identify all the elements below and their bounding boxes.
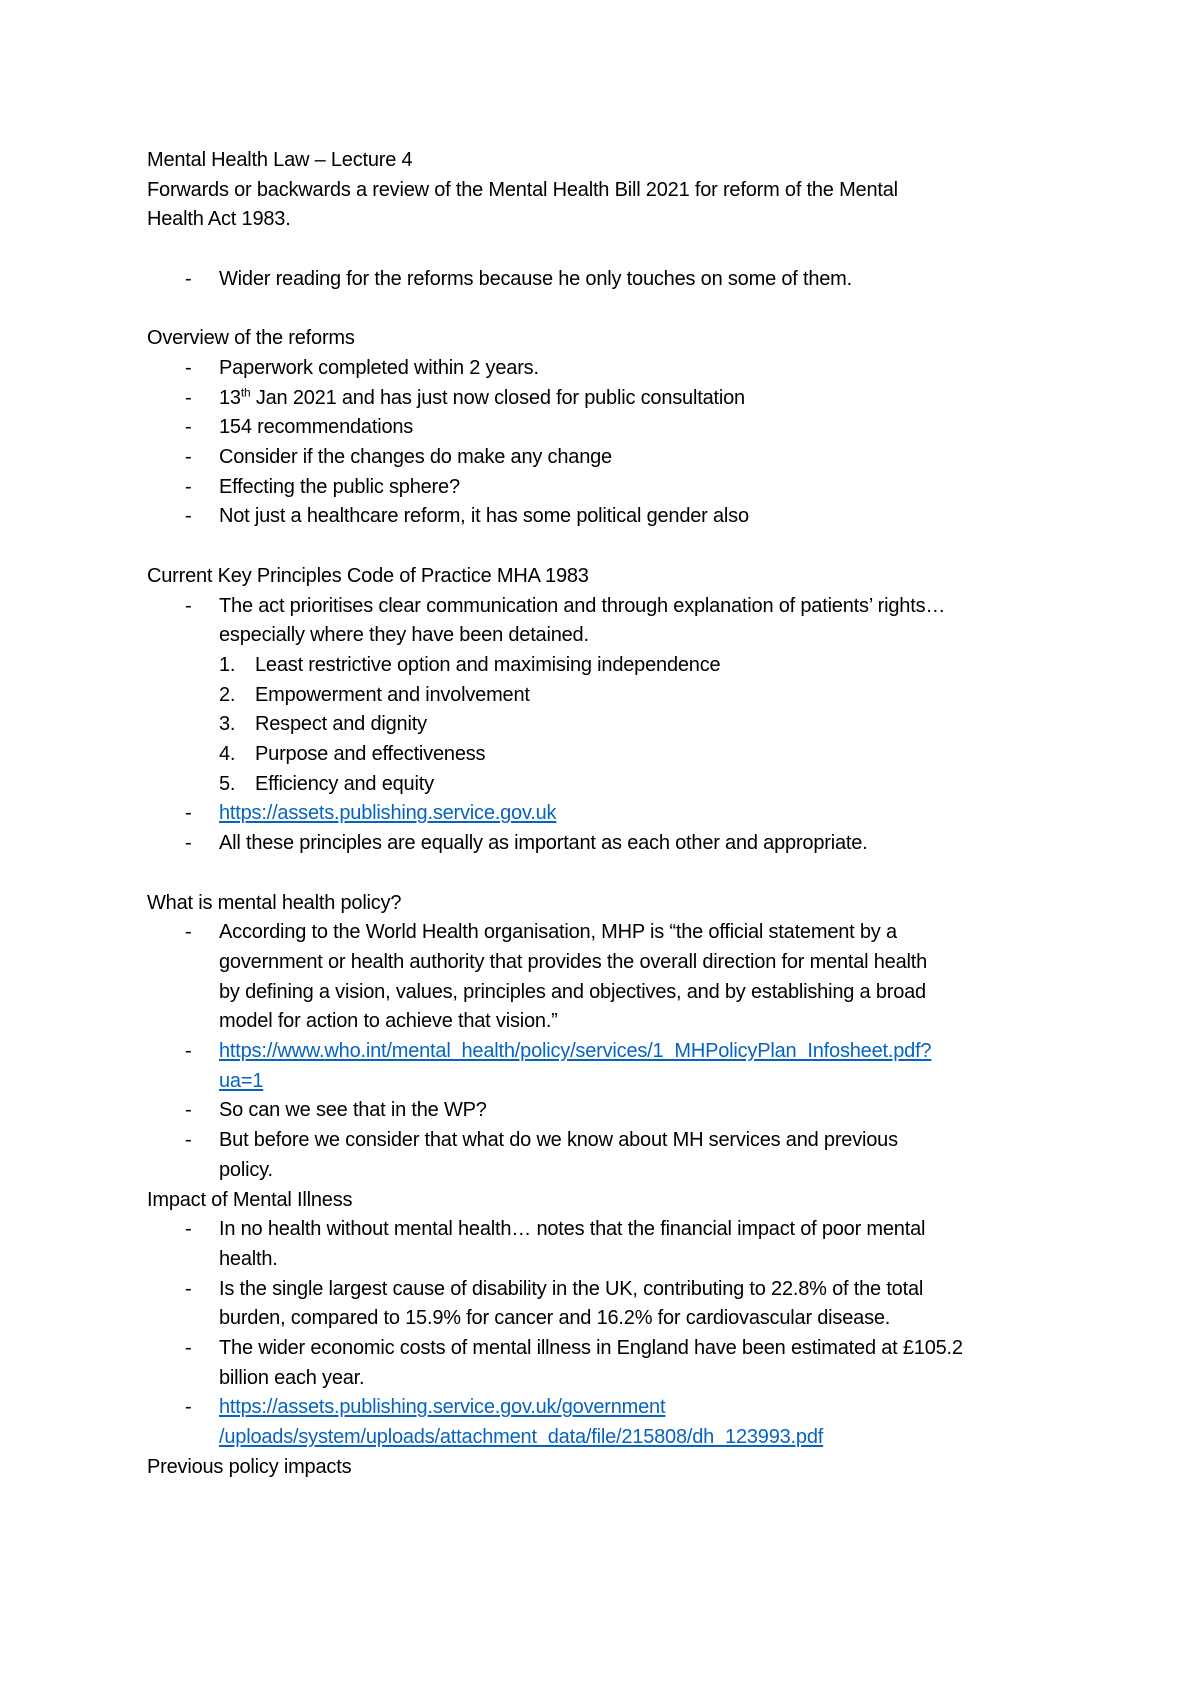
dash-marker: -	[185, 356, 192, 379]
principles-bullet-2-text: All these principles are equally as important as each other and appropriate.	[219, 832, 868, 855]
who-infosheet-link-line-2[interactable]: ua=1	[219, 1069, 264, 1092]
principle-item-text: Purpose and effectiveness	[255, 743, 486, 766]
principle-item-number: 1.	[219, 653, 236, 676]
principle-item-number: 5.	[219, 772, 236, 795]
overview-bullet-5-text: Effecting the public sphere?	[219, 475, 460, 498]
spacer	[147, 532, 1067, 562]
principle-item-text: Least restrictive option and maximising independence	[255, 653, 721, 676]
dash-marker: -	[185, 446, 192, 468]
principles-bullet-1	[147, 592, 1067, 651]
principles-link-bullet	[147, 799, 1067, 829]
spacer	[147, 295, 1067, 325]
impact-link-bullet	[147, 1393, 1067, 1452]
policy-bullet-1	[147, 918, 1067, 1037]
principle-item-number: 4.	[219, 743, 236, 766]
overview-bullet-1-text: Paperwork completed within 2 years.	[219, 356, 539, 379]
principle-item-text: Empowerment and involvement	[255, 683, 530, 706]
principle-item-2	[147, 681, 1067, 711]
overview-bullet-2-day: 13	[219, 386, 241, 409]
gov-uk-attachment-link-line-2[interactable]: /uploads/system/uploads/attachment_data/file/215808/dh_123993.pdf	[219, 1426, 824, 1449]
previous-heading: Previous policy impacts	[147, 1455, 352, 1478]
policy-bullet-2	[147, 1096, 1067, 1126]
impact-bullet-3	[147, 1334, 1067, 1393]
dash-marker: -	[185, 1337, 192, 1360]
policy-bullet-1-line-3: by defining a vision, values, principles and objectives, and by establishing a broad	[219, 980, 926, 1003]
policy-bullet-2-text: So can we see that in the WP?	[219, 1099, 487, 1122]
gov-uk-attachment-link-line-1[interactable]: https://assets.publishing.service.gov.uk/government	[219, 1396, 666, 1419]
gov-uk-assets-link[interactable]: https://assets.publishing.service.gov.uk	[219, 802, 557, 825]
dash-marker: -	[185, 505, 192, 528]
overview-heading: Overview of the reforms	[147, 327, 355, 350]
overview-bullet-1	[147, 354, 1067, 384]
spacer	[147, 235, 1067, 265]
who-infosheet-link-line-1[interactable]: https://www.who.int/mental_health/policy/services/1_MHPolicyPlan_Infosheet.pdf?	[219, 1040, 932, 1063]
impact-bullet-2-line-1: Is the single largest cause of disability in the UK, contributing to 22.8% of the total	[219, 1277, 924, 1300]
overview-bullet-2-ordinal: th	[240, 384, 251, 399]
impact-bullet-1-line-1: In no health without mental health… notes that the financial impact of poor mental	[219, 1218, 926, 1241]
principles-bullet-2	[147, 829, 1067, 859]
dash-marker: -	[185, 1129, 192, 1152]
policy-bullet-3-line-2: policy.	[219, 1158, 273, 1181]
overview-bullet-3-text: 154 recommendations	[219, 416, 414, 439]
policy-bullet-1-line-1: According to the World Health organisation, MHP is “the official statement by a	[219, 921, 897, 944]
principle-item-3	[147, 710, 1067, 740]
overview-bullet-5	[147, 473, 1067, 503]
policy-bullet-1-line-4: model for action to achieve that vision.”	[219, 1010, 558, 1033]
overview-bullet-4	[147, 443, 1067, 473]
policy-link-bullet	[147, 1037, 1067, 1096]
intro-bullet	[147, 265, 1067, 295]
dash-marker: -	[185, 386, 192, 409]
principles-bullet-1-line-1: The act prioritises clear communication and through explanation of patients’ rights…	[219, 594, 946, 617]
policy-bullet-3-line-1: But before we consider that what do we know about MH services and previous	[219, 1129, 898, 1152]
dash-marker: -	[185, 802, 192, 825]
principles-heading: Current Key Principles Code of Practice MHA 1983	[147, 564, 589, 587]
overview-bullet-6	[147, 502, 1067, 532]
document-subtitle-line-1: Forwards or backwards a review of the Mental Health Bill 2021 for reform of the Mental	[147, 178, 898, 201]
impact-bullet-1	[147, 1215, 1067, 1274]
overview-bullet-6-text: Not just a healthcare reform, it has some political gender also	[219, 505, 749, 528]
principle-item-4	[147, 740, 1067, 770]
policy-bullet-1-line-2: government or health authority that provides the overall direction for mental health	[219, 950, 928, 973]
dash-marker: -	[185, 416, 192, 439]
dash-marker: -	[185, 1396, 192, 1419]
spacer	[147, 859, 1067, 889]
principle-item-5	[147, 770, 1067, 800]
principle-item-text: Respect and dignity	[255, 713, 427, 736]
principle-item-number: 3.	[219, 713, 236, 736]
dash-marker: -	[185, 832, 192, 855]
document-title: Mental Health Law – Lecture 4	[147, 149, 413, 171]
overview-bullet-2-text: Jan 2021 and has just now closed for public consultation	[250, 386, 745, 409]
dash-marker: -	[185, 1277, 192, 1300]
impact-bullet-3-line-1: The wider economic costs of mental illness in England have been estimated at £105.2	[219, 1337, 963, 1360]
impact-bullet-2	[147, 1275, 1067, 1334]
overview-bullet-3	[147, 413, 1067, 443]
overview-bullet-2	[147, 384, 1067, 414]
dash-marker: -	[185, 921, 192, 944]
principles-bullet-1-line-2: especially where they have been detained.	[219, 624, 589, 647]
document-page	[147, 146, 1067, 1483]
principle-item-text: Efficiency and equity	[255, 772, 434, 795]
dash-marker: -	[185, 1040, 192, 1063]
dash-marker: -	[185, 475, 192, 498]
overview-bullet-4-text: Consider if the changes do make any change	[219, 446, 612, 468]
dash-marker: -	[185, 1099, 192, 1122]
policy-heading: What is mental health policy?	[147, 891, 402, 914]
dash-marker: -	[185, 1218, 192, 1241]
impact-bullet-1-line-2: health.	[219, 1247, 278, 1270]
dash-marker: -	[185, 267, 192, 290]
impact-heading: Impact of Mental Illness	[147, 1188, 353, 1211]
impact-bullet-2-line-2: burden, compared to 15.9% for cancer and 16.2% for cardiovascular disease.	[219, 1307, 891, 1330]
principle-item-1	[147, 651, 1067, 681]
impact-bullet-3-line-2: billion each year.	[219, 1366, 365, 1389]
principle-item-number: 2.	[219, 683, 236, 706]
document-subtitle-line-2: Health Act 1983.	[147, 208, 291, 231]
intro-bullet-text: Wider reading for the reforms because he only touches on some of them.	[219, 267, 853, 290]
dash-marker: -	[185, 594, 192, 617]
policy-bullet-3	[147, 1126, 1067, 1185]
